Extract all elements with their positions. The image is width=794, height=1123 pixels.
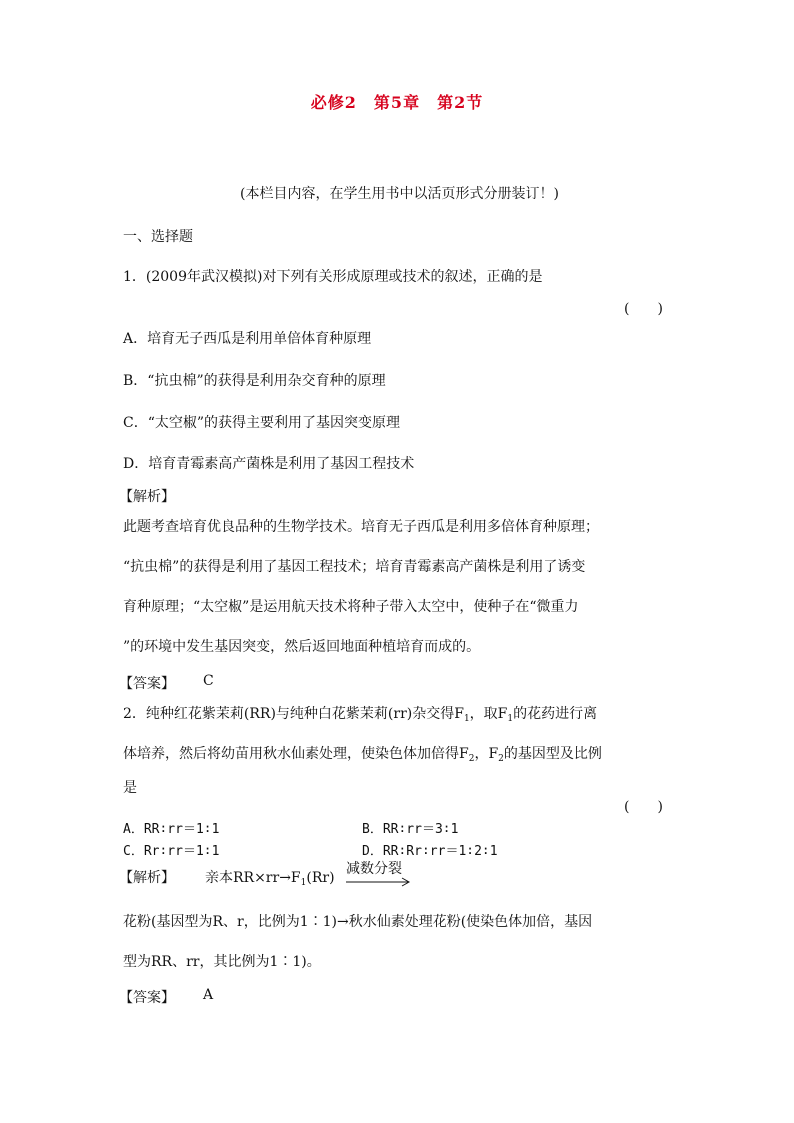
q2-stem-line-1: 2．纯种红花紫茉莉(RR)与纯种白花紫茉莉(rr)杂交得$F_1$，取$F_1$的花药进行离 [123,706,598,724]
q2-option-c: C．Rr∶rr＝1∶1 [123,844,220,859]
meiosis-arrow-label: 减数分裂 [346,861,402,877]
q2-stem-line-3: 是 [123,780,137,796]
q2-analysis-label: 【解析】 [119,870,175,886]
page-title: 必修2 第5章 第2节 [310,93,484,112]
q2-analysis-line-2: 型为RR、rr，其比例为1∶1)。 [123,954,321,970]
q2-answer-paren: ( ) [624,799,663,815]
q1-analysis-line-2: “抗虫棉”的获得是利用了基因工程技术；培育青霉素高产菌株是利用了诱变 [123,559,586,575]
q2-option-b: B．RR∶rr＝3∶1 [362,822,459,837]
q1-option-c: C．“太空椒”的获得主要利用了基因突变原理 [123,415,401,431]
q1-analysis-label: 【解析】 [119,489,175,505]
binding-note: (本栏目内容，在学生用书中以活页形式分册装订！) [240,186,559,202]
right-arrow-icon [346,877,414,887]
q2-analysis-formula: 亲本$RR\times rr\to F_1(Rr)$ [205,870,335,888]
q2-answer-value: A [203,987,214,1003]
q2-stem-line-2: 体培养，然后将幼苗用秋水仙素处理，使染色体加倍得$F_2$，$F_2$的基因型及比例 [123,746,602,764]
q1-stem: 1．(2009年武汉模拟)对下列有关形成原理或技术的叙述，正确的是 [123,269,543,285]
section-heading: 一、选择题 [123,229,193,245]
meiosis-arrow [346,858,414,886]
q2-answer-label: 【答案】 [119,990,175,1006]
q2-analysis-line-1: 花粉(基因型为R、r，比例为1∶1)→秋水仙素处理花粉(使染色体加倍，基因 [123,914,593,930]
q1-option-a: A．培育无子西瓜是利用单倍体育种原理 [123,331,372,347]
q1-answer-paren: ( ) [624,301,663,317]
q1-option-d: D．培育青霉素高产菌株是利用了基因工程技术 [123,456,415,472]
q1-option-b: B．“抗虫棉”的获得是利用杂交育种的原理 [123,373,386,389]
q1-answer-value: C [203,673,214,689]
q2-option-a: A．RR∶rr＝1∶1 [123,822,220,837]
q1-analysis-line-3: 育种原理；“太空椒”是运用航天技术将种子带入太空中，使种子在“微重力 [123,599,579,615]
q1-analysis-line-1: 此题考查培育优良品种的生物学技术。培育无子西瓜是利用多倍体育种原理； [123,519,599,535]
q2-option-d: D．RR∶Rr∶rr＝1∶2∶1 [362,844,498,859]
q1-answer-label: 【答案】 [119,676,175,692]
q1-analysis-line-4: ”的环境中发生基因突变，然后返回地面种植培育而成的。 [123,639,481,655]
